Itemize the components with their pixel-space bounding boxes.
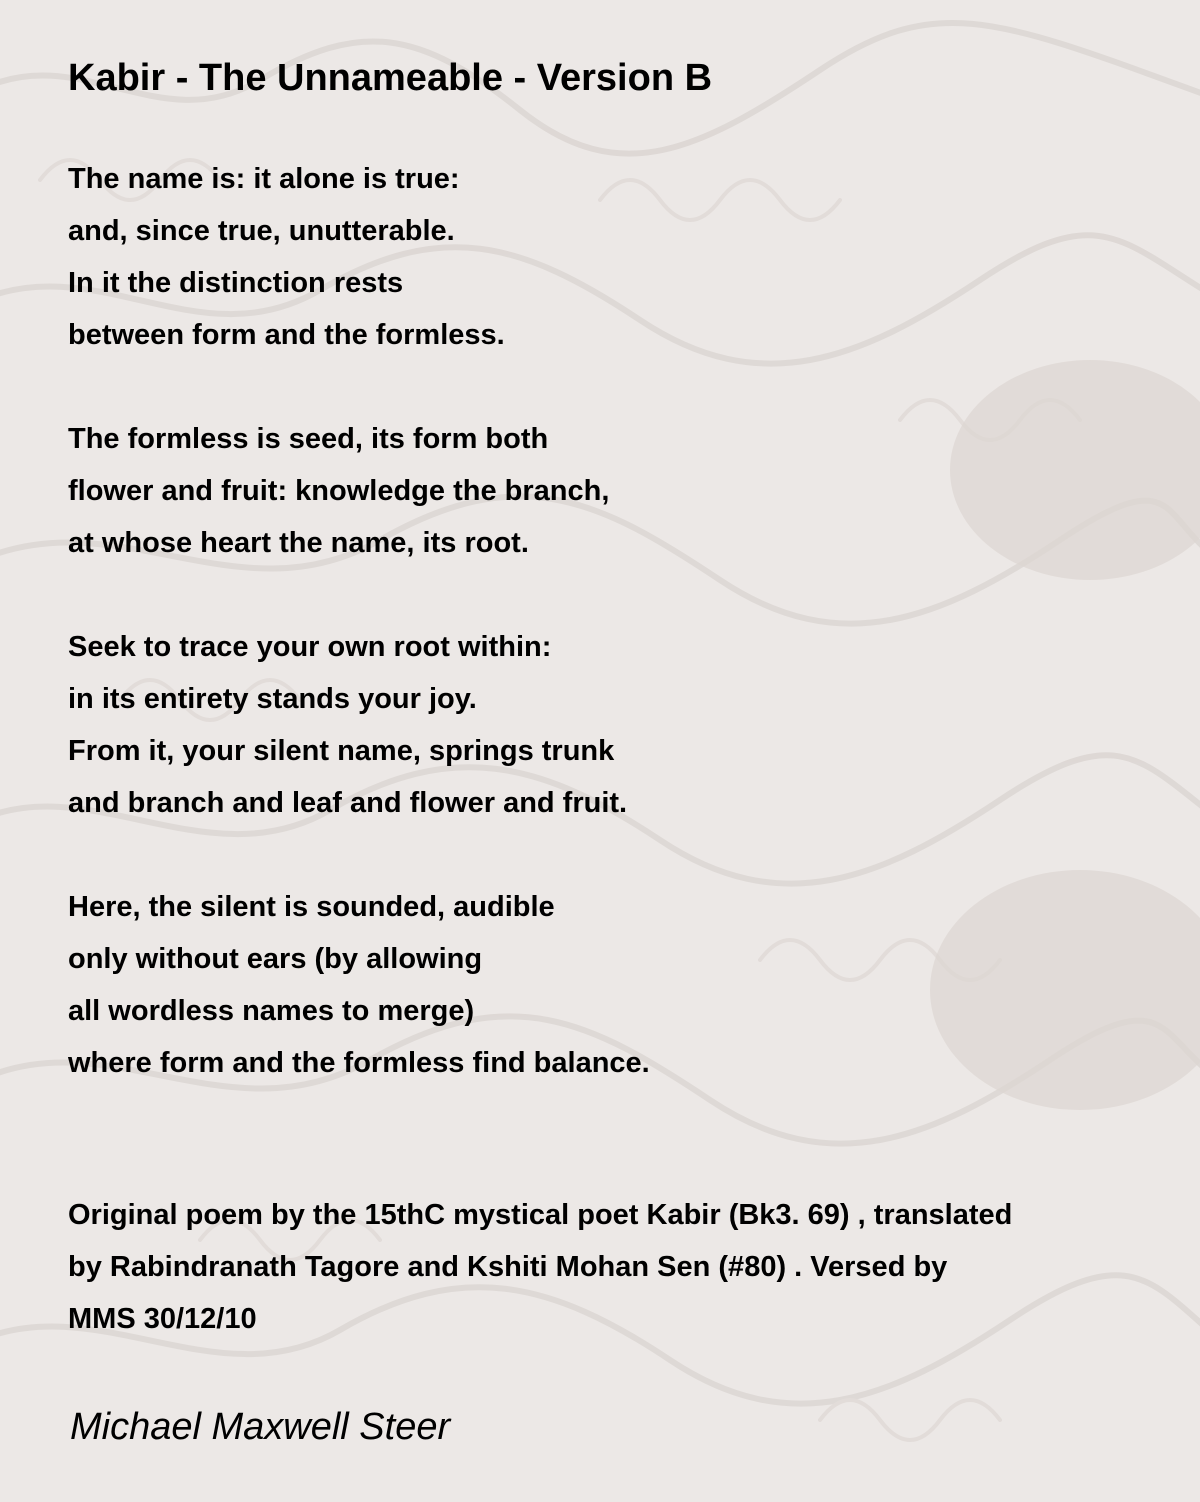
poem-line: The name is: it alone is true: [68, 163, 460, 195]
poem-line: where form and the formless find balance. [68, 1047, 650, 1079]
poem-line: and branch and leaf and flower and fruit. [68, 787, 628, 819]
poem-line: The formless is seed, its form both [68, 423, 549, 455]
poem-line: in its entirety stands your joy. [68, 683, 477, 715]
poem-line: Seek to trace your own root within: [68, 631, 552, 663]
note-line: Original poem by the 15thC mystical poet Kabir (Bk3. 69) , translated [68, 1199, 1013, 1231]
poem-stanza [68, 413, 1148, 569]
poem-line: all wordless names to merge) [68, 995, 475, 1027]
poem-stanza [68, 153, 1148, 361]
poem-line: only without ears (by allowing [68, 943, 483, 975]
poem-title: Kabir - The Unnameable - Version B [68, 57, 713, 99]
poem-line: From it, your silent name, springs trunk [68, 735, 615, 767]
poem-line: between form and the formless. [68, 319, 505, 351]
poem-stanza [68, 621, 1148, 829]
poem-line: flower and fruit: knowledge the branch, [68, 475, 610, 507]
poem-line: Here, the silent is sounded, audible [68, 891, 555, 923]
poem-line: In it the distinction rests [68, 267, 404, 299]
note-line: MMS 30/12/10 [68, 1303, 257, 1335]
translation-note [68, 1189, 1148, 1345]
poem-line: at whose heart the name, its root. [68, 527, 529, 559]
note-line: by Rabindranath Tagore and Kshiti Mohan Sen (#80) . Versed by [68, 1251, 948, 1283]
poem-author: Michael Maxwell Steer [70, 1406, 451, 1448]
poem-body [68, 153, 1148, 1141]
poem-line: and, since true, unutterable. [68, 215, 455, 247]
poem-stanza [68, 881, 1148, 1089]
